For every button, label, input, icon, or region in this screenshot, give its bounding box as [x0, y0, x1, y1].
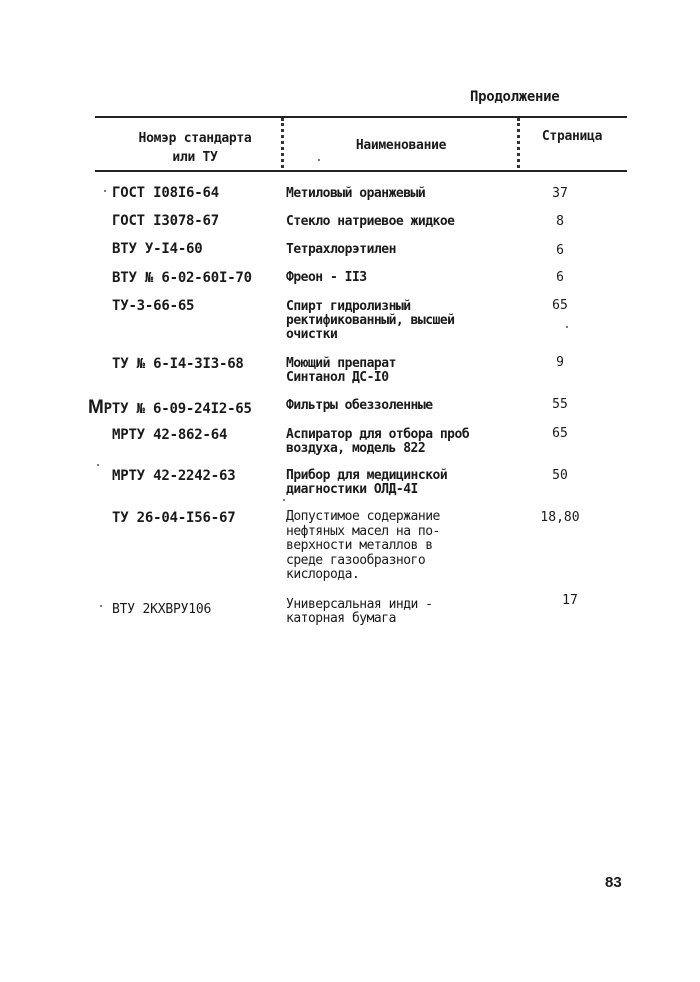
scan-speck [283, 499, 285, 501]
item-name: Допустимое содержание нефтяных масел на по- верхности металлов в среде газообразного кислорода. [286, 509, 440, 582]
standard-code: ВТУ У-I4-60 [112, 241, 203, 257]
item-name: Тетрахлорэтилен [286, 242, 396, 257]
item-name: Стекло натриевое жидкое [286, 214, 455, 229]
standard-code: ГОСТ I08I6-64 [112, 185, 219, 201]
column-header-page: Страница [541, 129, 603, 144]
item-name: Фреон - II3 [286, 270, 367, 285]
scan-speck [104, 190, 106, 192]
standard-code-text: РТУ № 6-09-24I2-65 [103, 401, 252, 417]
column-divider-1 [281, 118, 284, 168]
page-ref: 6 [556, 270, 564, 285]
item-name: Спирт гидролизный ректификованный, высшей очистки [286, 299, 455, 342]
standard-code: МРТУ 42-862-64 [112, 427, 228, 443]
page-number: 83 [605, 874, 622, 891]
scan-speck [100, 605, 102, 607]
page-ref: 37 [552, 186, 568, 201]
standard-code: ВТУ № 6-02-60I-70 [112, 270, 252, 286]
table-header-rule [95, 170, 627, 172]
item-name: Метиловый оранжевый [286, 186, 426, 201]
column-divider-2 [517, 118, 520, 168]
column-header-standard-line1: Номэр стандарта [138, 131, 252, 146]
standard-code: МРТУ 42-2242-63 [112, 468, 236, 484]
item-name: Аспиратор для отбора проб воздуха, модель 822 [286, 427, 470, 456]
page-ref: 65 [552, 298, 568, 313]
page-ref: 50 [552, 468, 568, 483]
standard-code: ВТУ 2КХВРУ106 [112, 602, 212, 617]
item-name: Фильтры обеззоленные [286, 398, 433, 413]
page-ref: 17 [562, 593, 578, 608]
column-header-name: Наименование [355, 138, 447, 153]
page-ref: 65 [552, 426, 568, 441]
item-name: Универсальная инди - каторная бумага [286, 597, 433, 626]
standard-code [88, 397, 252, 419]
item-name: Моющий препарат Синтанол ДС-I0 [286, 356, 396, 385]
scan-speck [318, 159, 320, 161]
continuation-label: Продолжение [470, 89, 560, 105]
table-top-rule [95, 116, 627, 118]
scan-speck [97, 464, 99, 466]
column-header-standard [110, 129, 280, 167]
page-ref: 8 [556, 214, 564, 229]
standard-code: ТУ 26-04-I56-67 [112, 510, 236, 526]
scan-speck [566, 326, 568, 328]
page-ref: 55 [552, 397, 568, 412]
item-name: Прибор для медицинской диагностики ОЛД-4I [286, 468, 448, 497]
handwritten-prefix: М [88, 397, 104, 418]
page-ref: 9 [556, 355, 564, 370]
column-header-standard-line2: или ТУ [172, 150, 218, 165]
standard-code: ГОСТ I3078-67 [112, 213, 219, 229]
standard-code: ТУ-3-66-65 [112, 298, 195, 314]
page-ref: 6 [556, 243, 564, 258]
page-ref: 18,80 [540, 510, 580, 525]
standard-code: ТУ № 6-I4-3I3-68 [112, 356, 244, 372]
